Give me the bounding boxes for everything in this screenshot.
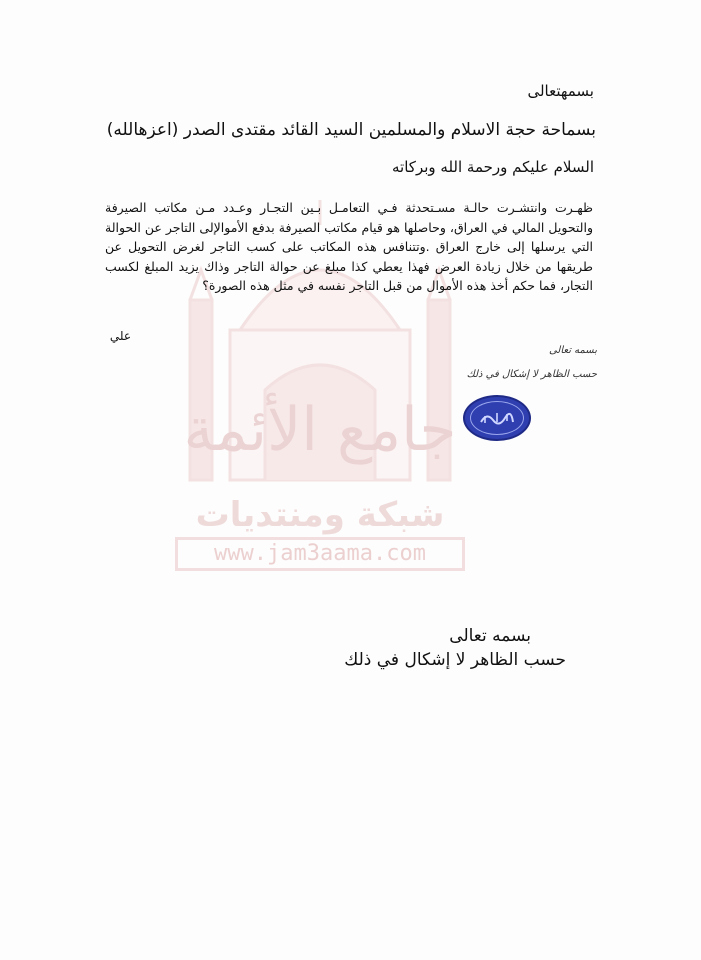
watermark-arabic-text: شبكة ومنتديات xyxy=(195,495,445,535)
typed-reply-line2: حسب الظاهر لا إشكال في ذلك xyxy=(344,650,566,670)
seal-calligraphy-icon xyxy=(477,408,517,428)
handwritten-reply-line1: بسمه تعالى xyxy=(548,345,597,356)
watermark-calligraphy: جامع الأئمة xyxy=(183,395,457,465)
letter-greeting: بسمهتعالى xyxy=(527,82,594,100)
official-seal-inner xyxy=(470,401,524,435)
letter-question: ظهـرت وانتشـرت حالـة مسـتحدثة فـي التعامـل بـين التجـار وعـدد مـن مكاتب الصيرفة والتحويل المالي في العراق، وحاصلها هو قيام مكاتب الصيرفة بدفع الأموالإلى التاجر عن الحوالة التي يرسلها إلى خارج العراق .وتتنافس هذه المكاتب على كسب التاجر لغرض التحويل عن طريقها من خلال زيادة العرض فهذا يعطي كذا مبلغ عن حوالة التاجر وذاك يزيد المبلغ لكسب التجار، فما حكم أخذ هذه الأموال من قبل التاجر نفسه في مثل هذه الصورة؟ xyxy=(105,200,593,294)
handwritten-reply-line2: حسب الظاهر لا إشكال في ذلك xyxy=(466,369,597,380)
watermark-url: www.jam3aama.com xyxy=(175,537,465,571)
letter-addressee: بسماحة حجة الاسلام والمسلمين السيد القائد مقتدى الصدر (اعزهالله) xyxy=(106,120,596,140)
typed-reply-line1: بسمه تعالى xyxy=(449,626,531,646)
letter-signer: علي xyxy=(109,329,131,343)
official-seal xyxy=(463,395,531,441)
letter-salam: السلام عليكم ورحمة الله وبركاته xyxy=(392,158,594,176)
